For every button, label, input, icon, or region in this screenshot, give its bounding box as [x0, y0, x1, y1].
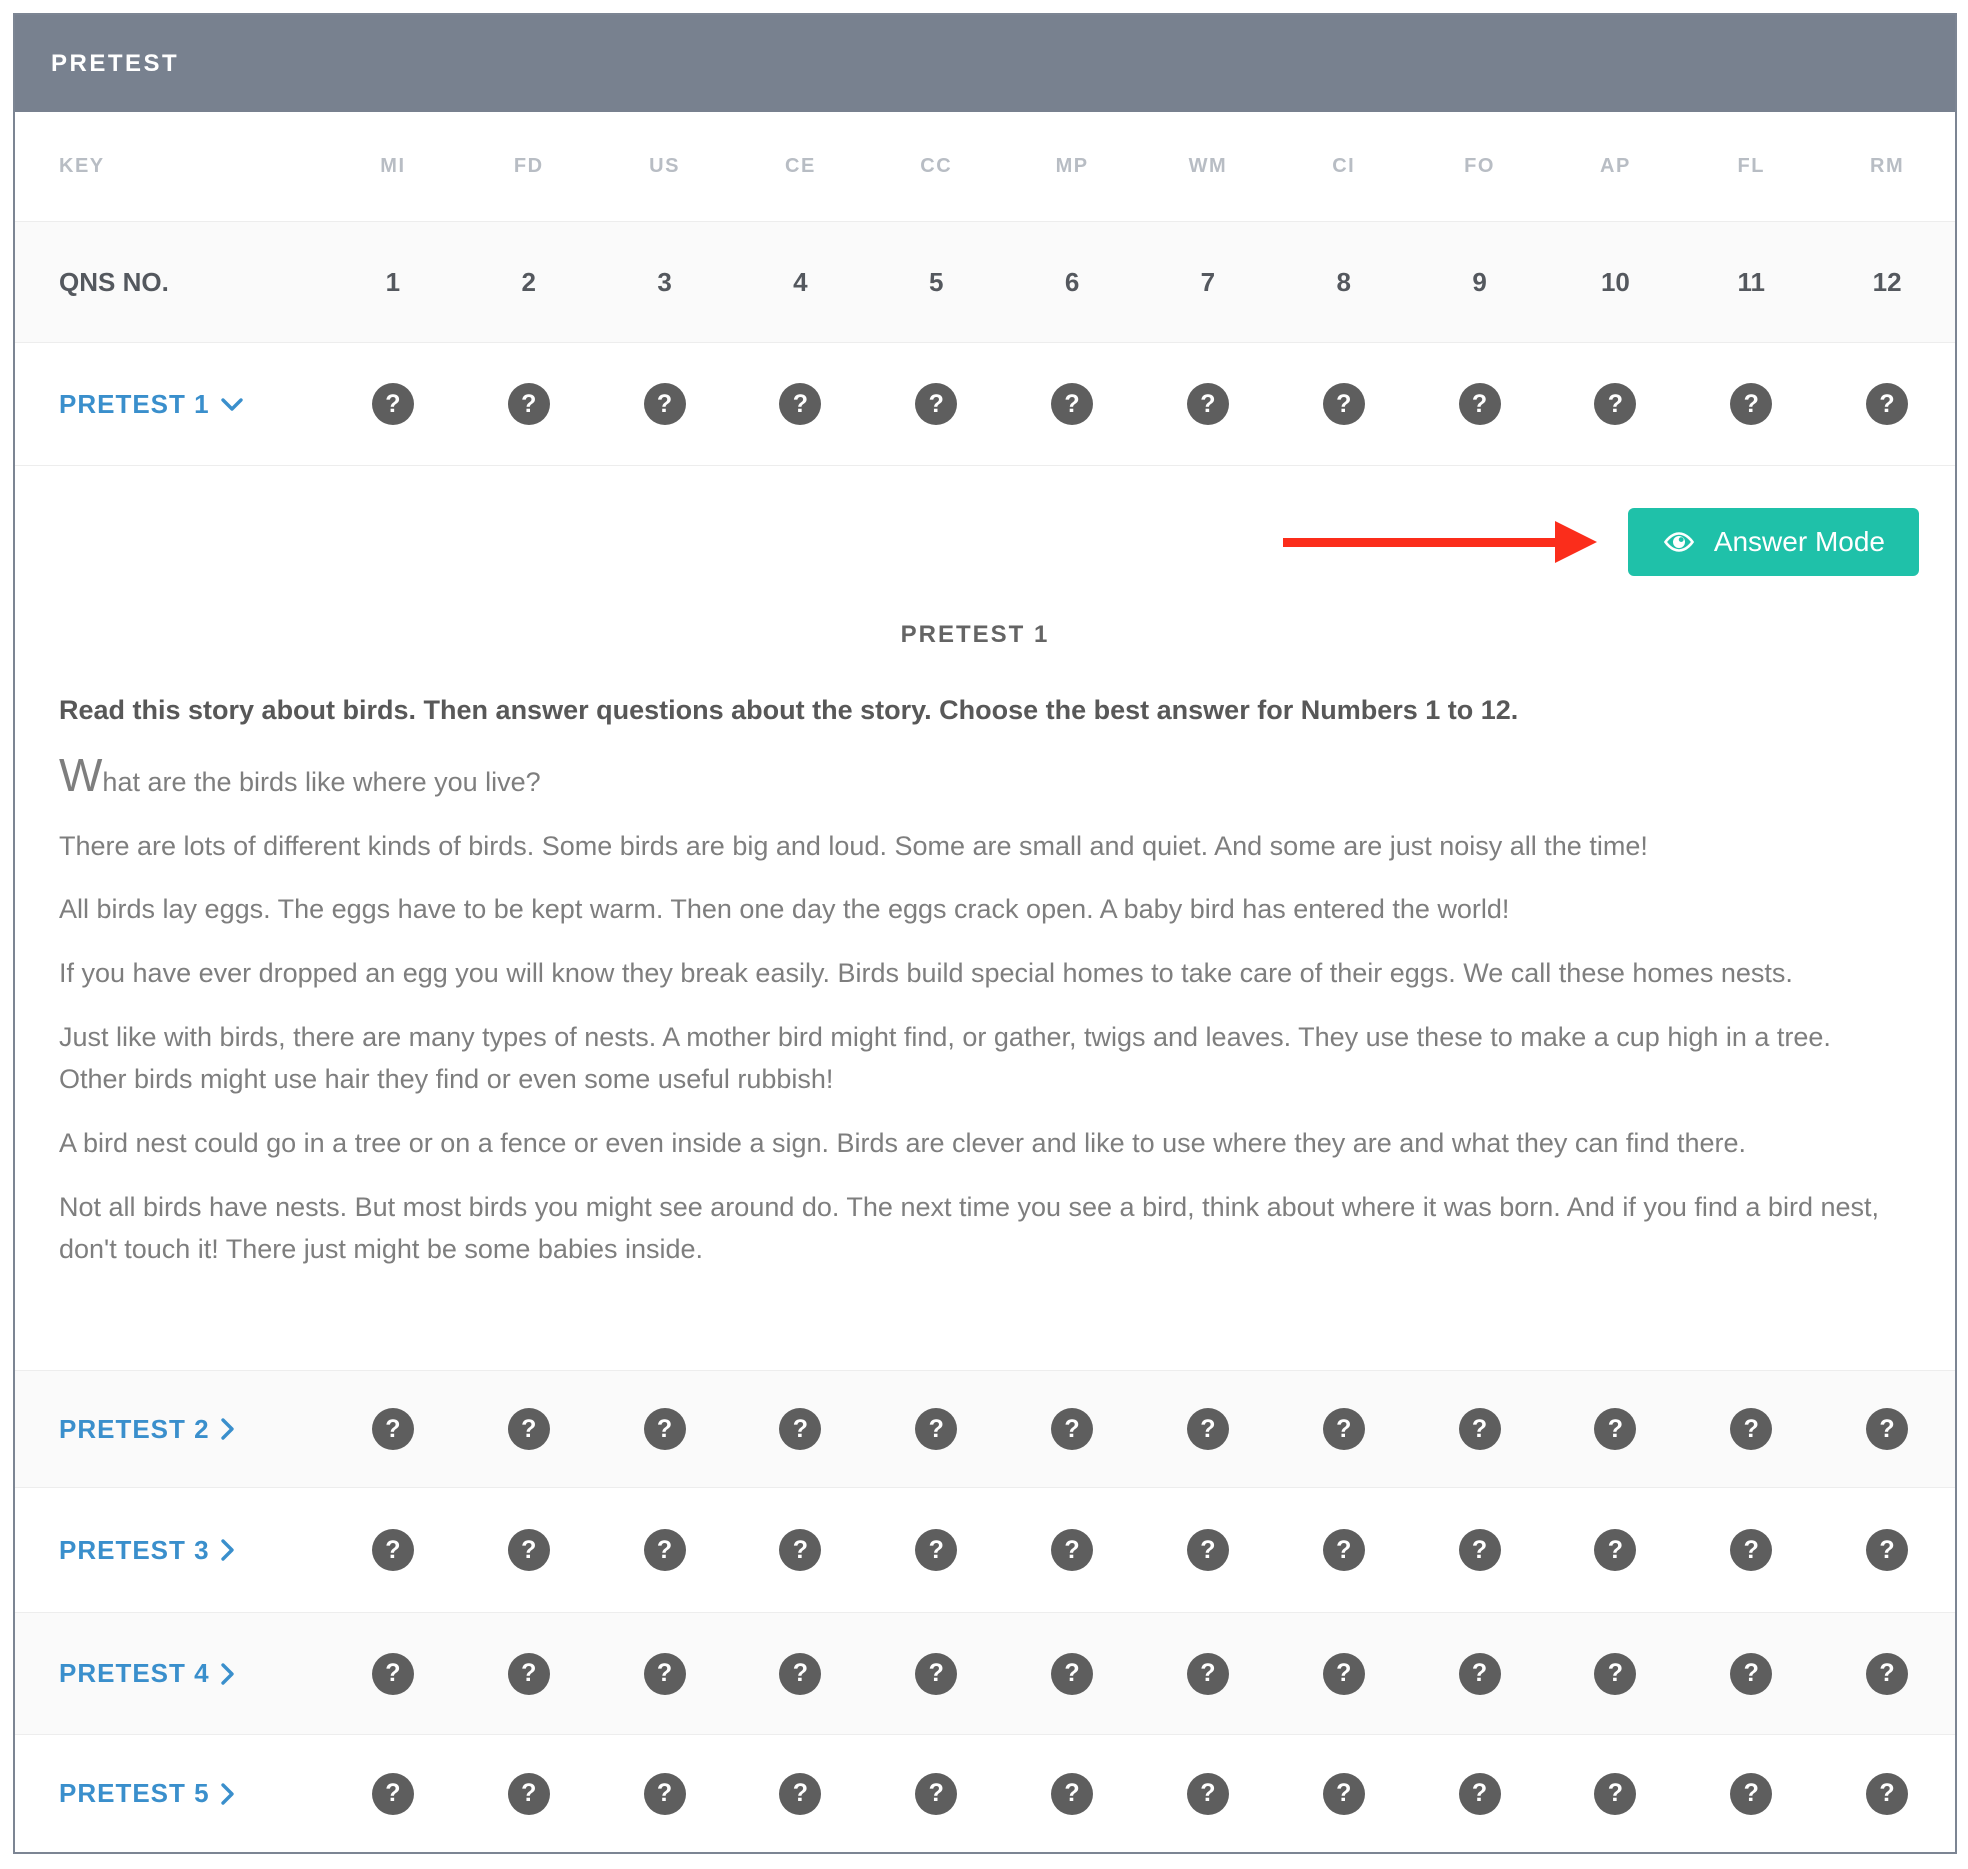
question-icon-cell: [1819, 383, 1955, 425]
question-icon-cell: [1412, 383, 1548, 425]
question-mark-icon[interactable]: ?: [1866, 1653, 1908, 1695]
question-mark-icon[interactable]: ?: [1051, 1773, 1093, 1815]
pretest-4-link[interactable]: [59, 1658, 235, 1689]
question-mark-icon[interactable]: ?: [1051, 383, 1093, 425]
question-icon-cell: [1819, 1529, 1955, 1571]
question-icon-cell: [1412, 1529, 1548, 1571]
question-mark-icon[interactable]: ?: [508, 383, 550, 425]
question-mark-icon[interactable]: ?: [1730, 1773, 1772, 1815]
column-header-fd: FD: [513, 155, 544, 177]
question-icon-cell: [868, 1529, 1004, 1571]
qns-number: 7: [1200, 266, 1216, 297]
question-mark-icon[interactable]: ?: [1051, 1408, 1093, 1450]
question-mark-icon[interactable]: ?: [1594, 1773, 1636, 1815]
question-icon-cell: [1683, 1529, 1819, 1571]
question-mark-icon[interactable]: ?: [372, 1408, 414, 1450]
question-icon-cell: [1683, 1653, 1819, 1695]
question-icon-cell: [1547, 1653, 1683, 1695]
question-icon-cell: [868, 1408, 1004, 1450]
story-body: [59, 749, 1891, 1271]
question-icon-cell: [597, 1653, 733, 1695]
question-mark-icon[interactable]: ?: [1323, 1773, 1365, 1815]
qns-number: 2: [521, 266, 536, 297]
question-icon-cell: [1004, 383, 1140, 425]
question-icon-cell: [461, 1529, 597, 1571]
pretest-panel: [13, 13, 1957, 1854]
question-icon-cell: [325, 1773, 461, 1815]
question-icon-cell: [325, 383, 461, 425]
question-icon-cell: [1276, 1653, 1412, 1695]
question-icon-cell: [325, 1653, 461, 1695]
question-icon-cell: [597, 1408, 733, 1450]
qns-number: 10: [1600, 266, 1630, 297]
pretest-1-link[interactable]: [59, 389, 244, 420]
question-mark-icon[interactable]: ?: [508, 1529, 550, 1571]
question-mark-icon[interactable]: ?: [1459, 1653, 1501, 1695]
question-mark-icon[interactable]: ?: [779, 1773, 821, 1815]
question-icon-cell: [1140, 383, 1276, 425]
question-mark-icon[interactable]: ?: [1459, 1773, 1501, 1815]
question-mark-icon[interactable]: ?: [1730, 383, 1772, 425]
pretest-1-heading: PRETEST 1: [900, 621, 1050, 648]
answer-mode-label: Answer Mode: [1713, 526, 1885, 557]
question-mark-icon[interactable]: ?: [644, 1529, 686, 1571]
question-icon-cell: [1004, 1529, 1140, 1571]
column-header-ap: AP: [1600, 155, 1631, 177]
question-icon-cell: [1819, 1773, 1955, 1815]
question-mark-icon[interactable]: ?: [1730, 1653, 1772, 1695]
question-mark-icon[interactable]: ?: [779, 1653, 821, 1695]
column-header-rm: RM: [1870, 155, 1905, 177]
eye-icon: [1662, 525, 1696, 559]
column-header-ce: CE: [785, 155, 816, 177]
pretest-3-label: PRETEST 3: [59, 1534, 210, 1565]
question-mark-icon[interactable]: ?: [1323, 1408, 1365, 1450]
question-mark-icon[interactable]: ?: [1051, 1529, 1093, 1571]
table-header-row: [15, 112, 1955, 221]
panel-titlebar: [15, 15, 1955, 112]
question-icon-cell: [1412, 1408, 1548, 1450]
pretest-1-expanded-section: [15, 465, 1955, 1370]
question-icon-cell: [461, 1408, 597, 1450]
question-mark-icon[interactable]: ?: [1323, 1529, 1365, 1571]
question-mark-icon[interactable]: ?: [915, 1529, 957, 1571]
column-header-mp: MP: [1055, 155, 1089, 177]
column-header-wm: WM: [1188, 155, 1228, 177]
question-icon-cell: [1412, 1653, 1548, 1695]
column-header-ci: CI: [1332, 155, 1356, 177]
pretest-5-label: PRETEST 5: [59, 1778, 210, 1808]
question-icon-cell: [1819, 1653, 1955, 1695]
question-icon-cell: [868, 1653, 1004, 1695]
question-number-row: [15, 221, 1955, 342]
chevron-right-icon: [220, 1417, 235, 1441]
question-icon-cell: [1140, 1529, 1276, 1571]
question-icon-cell: [1547, 383, 1683, 425]
pretest-4-row: [15, 1612, 1955, 1734]
answer-mode-button[interactable]: [1628, 508, 1919, 576]
question-icon-cell: [1276, 1529, 1412, 1571]
qns-number: 1: [385, 266, 401, 297]
question-mark-icon[interactable]: ?: [508, 1408, 550, 1450]
question-mark-icon[interactable]: ?: [1187, 1773, 1229, 1815]
qns-number: 5: [929, 266, 944, 297]
question-mark-icon[interactable]: ?: [1730, 1408, 1772, 1450]
question-mark-icon[interactable]: ?: [779, 1408, 821, 1450]
question-icon-cell: [1683, 383, 1819, 425]
question-mark-icon[interactable]: ?: [779, 1529, 821, 1571]
story-paragraph: Not all birds have nests. But most birds you might see around do. The next time you see a bird, think about where it was born. And if you find a bird nest, don't touch it! There just might be some babies inside.: [59, 1191, 1879, 1265]
chevron-right-icon: [220, 1662, 235, 1686]
question-mark-icon[interactable]: ?: [915, 1773, 957, 1815]
question-mark-icon[interactable]: ?: [508, 1653, 550, 1695]
question-mark-icon[interactable]: ?: [1051, 1653, 1093, 1695]
question-icon-cell: [325, 1408, 461, 1450]
question-mark-icon[interactable]: ?: [644, 1408, 686, 1450]
question-icon-cell: [1276, 1773, 1412, 1815]
question-icon-cell: [1140, 1773, 1276, 1815]
question-icon-cell: [732, 383, 868, 425]
question-mark-icon[interactable]: ?: [644, 1653, 686, 1695]
question-mark-icon[interactable]: ?: [1323, 383, 1365, 425]
question-icon-cell: [461, 1773, 597, 1815]
question-mark-icon[interactable]: ?: [1459, 1408, 1501, 1450]
chevron-right-icon: [220, 1538, 235, 1562]
story-paragraph: All birds lay eggs. The eggs have to be kept warm. Then one day the eggs crack open. A baby bird has entered the world!: [59, 894, 1510, 925]
question-icon-cell: [597, 383, 733, 425]
question-icon-cell: [597, 1773, 733, 1815]
question-icon-cell: [1547, 1529, 1683, 1571]
question-mark-icon[interactable]: ?: [915, 1408, 957, 1450]
story-instruction: Read this story about birds. Then answer questions about the story. Choose the best answer for Numbers 1 to 12.: [59, 695, 1519, 725]
question-mark-icon[interactable]: ?: [779, 383, 821, 425]
question-mark-icon[interactable]: ?: [372, 1653, 414, 1695]
chevron-right-icon: [220, 1782, 235, 1806]
question-icon-cell: [1412, 1773, 1548, 1815]
qns-number: 11: [1737, 266, 1765, 297]
arrow-head-icon: [1555, 521, 1597, 563]
question-icon-cell: [1276, 1408, 1412, 1450]
chevron-down-icon: [220, 397, 244, 412]
question-mark-icon[interactable]: ?: [1459, 1529, 1501, 1571]
question-icon-cell: [1004, 1408, 1140, 1450]
question-icon-cell: [461, 383, 597, 425]
question-mark-icon[interactable]: ?: [644, 383, 686, 425]
question-icon-cell: [732, 1653, 868, 1695]
question-icon-cell: [1276, 383, 1412, 425]
question-mark-icon[interactable]: ?: [508, 1773, 550, 1815]
qns-number: 6: [1064, 266, 1080, 297]
question-mark-icon[interactable]: ?: [1730, 1529, 1772, 1571]
pretest-1-label: PRETEST 1: [59, 388, 210, 419]
pretest-5-link[interactable]: [59, 1778, 235, 1809]
pretest-3-row: [15, 1487, 1955, 1612]
qns-number: 4: [793, 266, 808, 297]
question-mark-icon[interactable]: ?: [915, 1653, 957, 1695]
question-icon-cell: [1547, 1408, 1683, 1450]
column-header-us: US: [649, 155, 680, 177]
question-mark-icon[interactable]: ?: [644, 1773, 686, 1815]
question-mark-icon[interactable]: ?: [372, 383, 414, 425]
question-icon-cell: [1683, 1773, 1819, 1815]
question-mark-icon[interactable]: ?: [1866, 1529, 1908, 1571]
question-icon-cell: [1140, 1653, 1276, 1695]
qns-number: 9: [1472, 266, 1487, 297]
question-mark-icon[interactable]: ?: [1187, 1408, 1229, 1450]
question-mark-icon[interactable]: ?: [1187, 1529, 1229, 1571]
pretest-1-row: [15, 342, 1955, 465]
qns-number: 8: [1336, 266, 1351, 297]
question-mark-icon[interactable]: ?: [372, 1773, 414, 1815]
qns-number: 3: [657, 266, 672, 297]
key-column-header: KEY: [59, 155, 105, 177]
question-mark-icon[interactable]: ?: [1594, 1653, 1636, 1695]
question-mark-icon[interactable]: ?: [1323, 1653, 1365, 1695]
question-mark-icon[interactable]: ?: [372, 1529, 414, 1571]
question-icon-cell: [732, 1408, 868, 1450]
question-icon-cell: [1140, 1408, 1276, 1450]
question-mark-icon[interactable]: ?: [1866, 383, 1908, 425]
panel-title: PRETEST: [51, 49, 180, 77]
qns-no-label: QNS NO.: [59, 266, 169, 297]
pretest-2-link[interactable]: [59, 1414, 235, 1445]
arrow-shaft: [1283, 538, 1555, 547]
question-icon-cell: [325, 1529, 461, 1571]
question-icon-cell: [732, 1529, 868, 1571]
question-icon-cell: [1004, 1653, 1140, 1695]
column-header-mi: MI: [380, 155, 406, 177]
pretest-2-label: PRETEST 2: [59, 1413, 210, 1444]
question-icon-cell: [1004, 1773, 1140, 1815]
column-header-cc: CC: [920, 155, 953, 177]
question-mark-icon[interactable]: ?: [1187, 383, 1229, 425]
column-header-fl: FL: [1737, 155, 1765, 177]
question-icon-cell: [461, 1653, 597, 1695]
story-paragraph: If you have ever dropped an egg you will know they break easily. Birds build special homes to take care of their eggs. We call these homes nests.: [59, 958, 1793, 989]
story-paragraph: There are lots of different kinds of birds. Some birds are big and loud. Some are small and quiet. And some are just noisy all the time!: [59, 830, 1648, 861]
qns-number: 12: [1872, 266, 1902, 297]
question-icon-cell: [732, 1773, 868, 1815]
question-icon-cell: [597, 1529, 733, 1571]
annotation-arrow: [1283, 521, 1597, 563]
question-mark-icon[interactable]: ?: [1866, 1773, 1908, 1815]
question-mark-icon[interactable]: ?: [1187, 1653, 1229, 1695]
pretest-5-row: [15, 1734, 1955, 1852]
pretest-2-row: [15, 1370, 1955, 1487]
story-paragraph: A bird nest could go in a tree or on a fence or even inside a sign. Birds are clever and like to use where they are and what they can find there.: [59, 1128, 1746, 1159]
question-mark-icon[interactable]: ?: [1459, 383, 1501, 425]
question-mark-icon[interactable]: ?: [1594, 383, 1636, 425]
question-icon-cell: [1819, 1408, 1955, 1450]
pretest-3-link[interactable]: [59, 1535, 235, 1566]
question-icon-cell: [868, 1773, 1004, 1815]
pretest-4-label: PRETEST 4: [59, 1658, 210, 1688]
question-icon-cell: [1683, 1408, 1819, 1450]
question-icon-cell: [868, 383, 1004, 425]
question-mark-icon[interactable]: ?: [1594, 1408, 1636, 1450]
story-paragraph: Just like with birds, there are many types of nests. A mother bird might find, or gather, twigs and leaves. They use these to make a cup high in a tree. Other birds might use hair they find or even some useful rubbish!: [59, 1021, 1831, 1095]
question-mark-icon[interactable]: ?: [1594, 1529, 1636, 1571]
column-header-fo: FO: [1464, 155, 1495, 177]
story-lead-question: What are the birds like where you live?: [59, 749, 541, 802]
question-mark-icon[interactable]: ?: [915, 383, 957, 425]
question-mark-icon[interactable]: ?: [1866, 1408, 1908, 1450]
question-icon-cell: [1547, 1773, 1683, 1815]
